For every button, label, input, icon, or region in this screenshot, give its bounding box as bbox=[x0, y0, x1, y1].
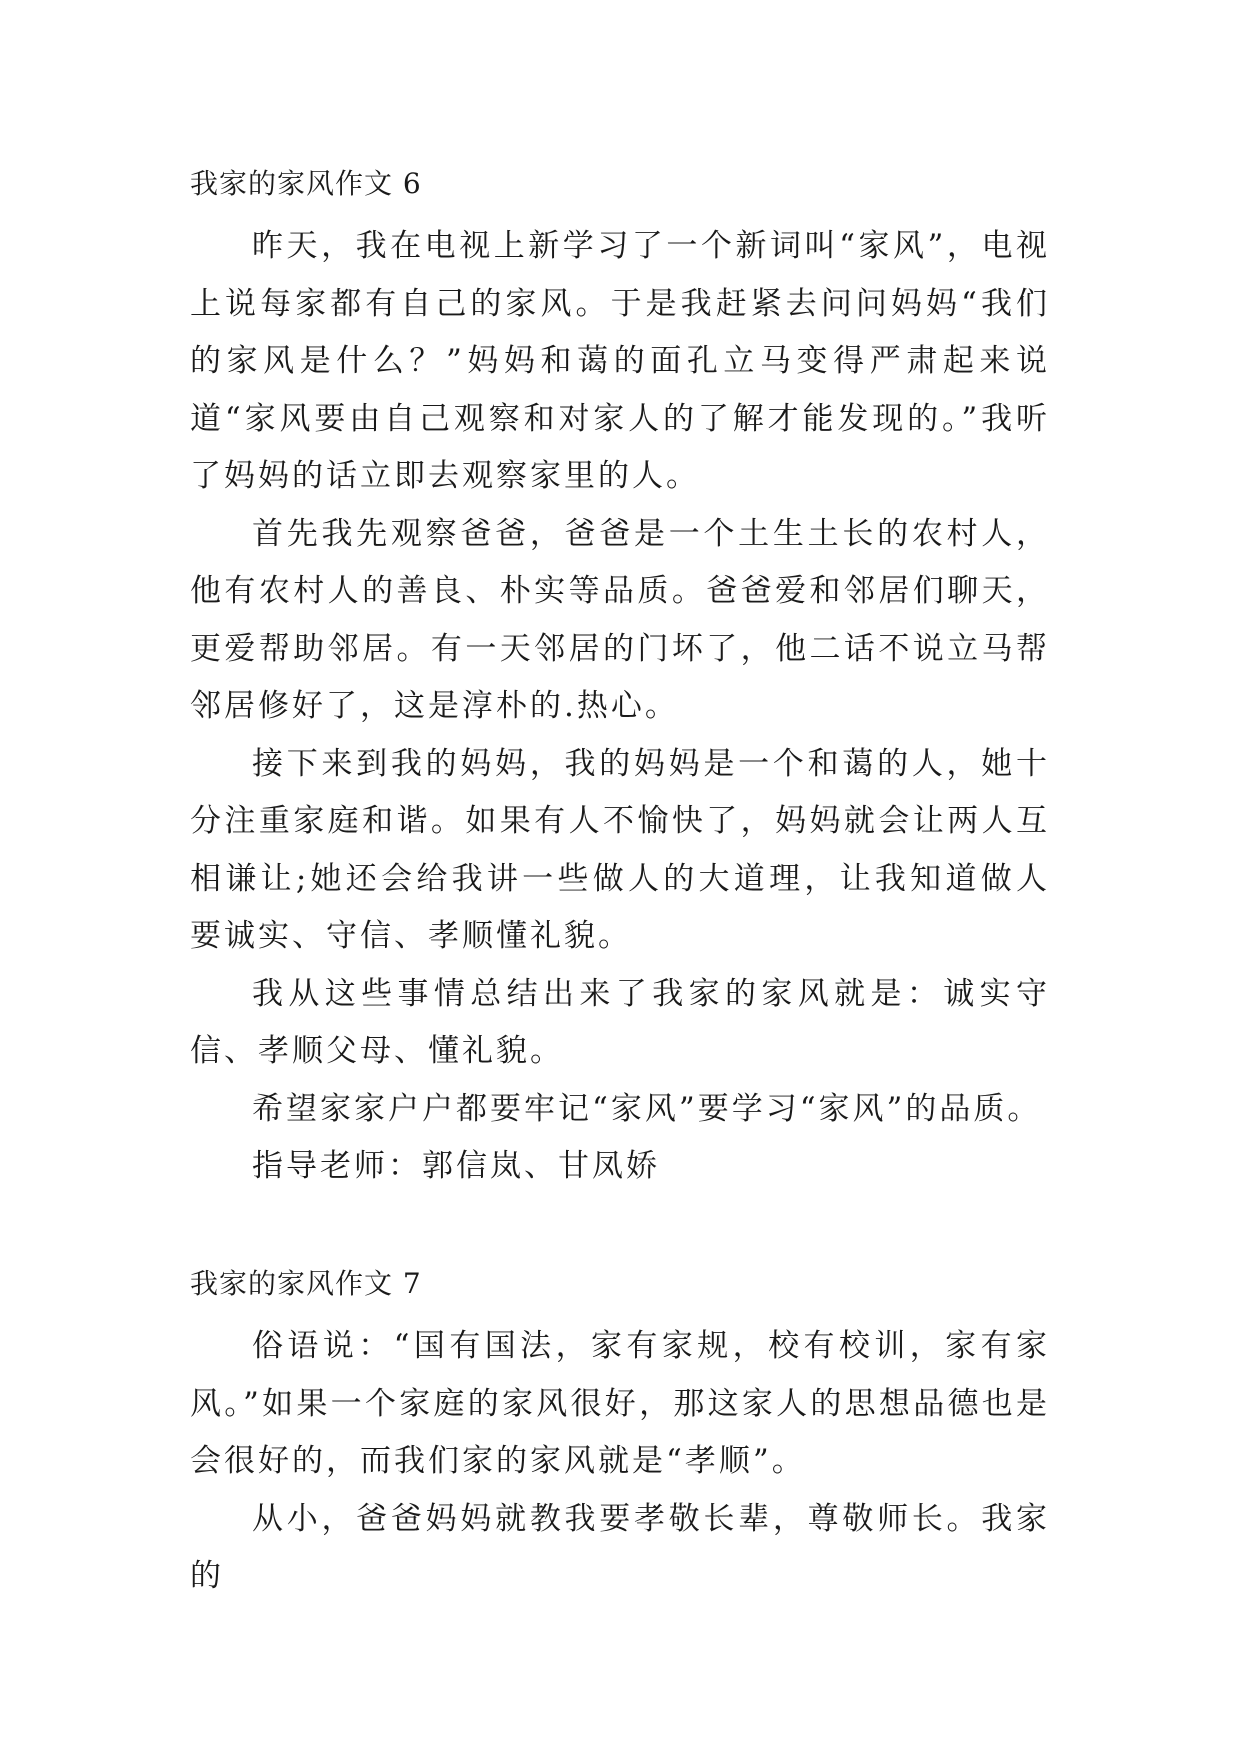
essay-6 bbox=[190, 164, 1050, 1196]
essay-paragraph: 俗语说：“国有国法，家有家规，校有校训，家有家风。”如果一个家庭的家风很好，那这家人的思想品德也是会很好的，而我们家的家风就是“孝顺”。 bbox=[190, 1328, 1050, 1479]
essay-paragraph: 从小，爸爸妈妈就教我要孝敬长辈，尊敬师长。我家的 bbox=[190, 1500, 1050, 1594]
essay-title: 我家的家风作文 6 bbox=[190, 167, 422, 200]
essay-paragraph: 首先我先观察爸爸，爸爸是一个土生土长的农村人，他有农村人的善良、朴实等品质。爸爸爱和邻居们聊天，更爱帮助邻居。有一天邻居的门坏了，他二话不说立马帮邻居修好了，这是淳朴的.热心。 bbox=[190, 515, 1050, 724]
essay-paragraph: 希望家家户户都要牢记“家风”要学习“家风”的品质。 bbox=[252, 1090, 1042, 1127]
essay-paragraph: 我从这些事情总结出来了我家的家风就是：诚实守信、孝顺父母、懂礼貌。 bbox=[190, 975, 1050, 1069]
essay-paragraph: 接下来到我的妈妈，我的妈妈是一个和蔼的人，她十分注重家庭和谐。如果有人不愉快了，妈妈就会让两人互相谦让;她还会给我讲一些做人的大道理，让我知道做人要诚实、守信、孝顺懂礼貌。 bbox=[190, 745, 1050, 954]
advisor-line: 指导老师：郭信岚、甘凤娇 bbox=[252, 1148, 660, 1184]
essay-7 bbox=[190, 1264, 1050, 1606]
essay-title: 我家的家风作文 7 bbox=[190, 1267, 422, 1300]
essay-paragraph: 昨天，我在电视上新学习了一个新词叫“家风”，电视上说每家都有自己的家风。于是我赶紧去问问妈妈“我们的家风是什么？”妈妈和蔼的面孔立马变得严肃起来说道“家风要由自己观察和对家人的了解才能发现的。”我听了妈妈的话立即去观察家里的人。 bbox=[190, 228, 1050, 494]
